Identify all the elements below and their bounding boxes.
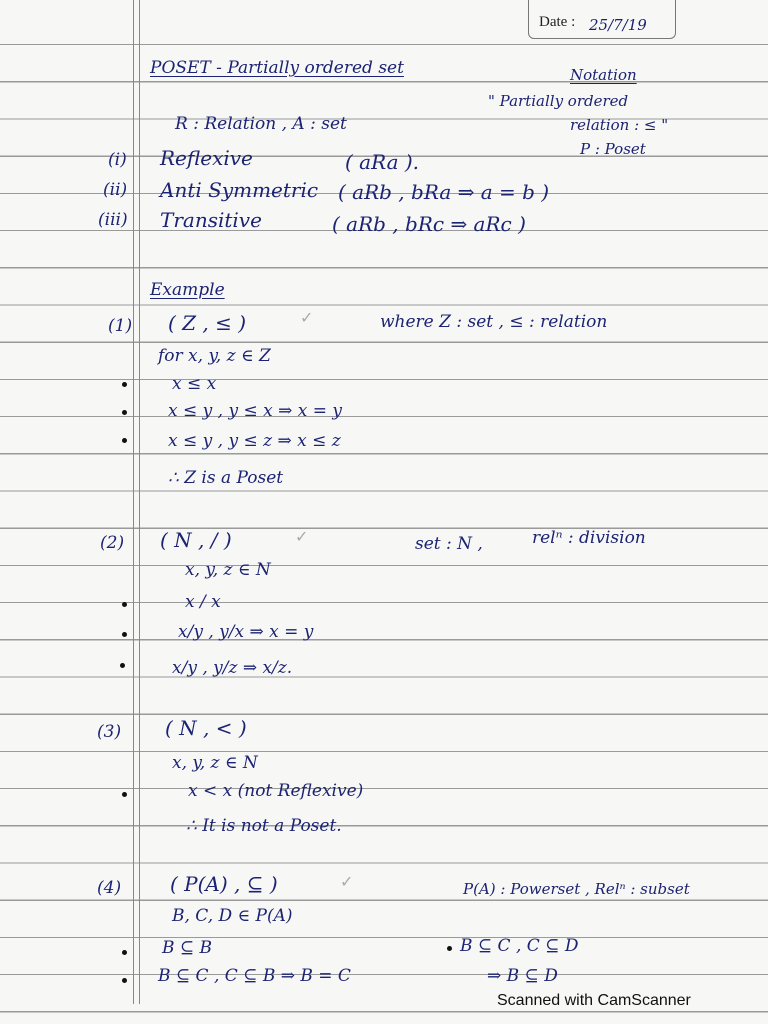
page-title: POSET - Partially ordered set xyxy=(150,58,404,78)
property-name: Reflexive xyxy=(160,146,253,170)
side-line: ⇒ B ⊆ D xyxy=(487,966,558,986)
example-conclusion: ∴ Z is a Poset xyxy=(168,468,284,488)
scanner-watermark: Scanned with CamScanner xyxy=(497,992,691,1009)
property-rule: ( aRa ). xyxy=(345,150,420,174)
side-line: B ⊆ C , C ⊆ D xyxy=(460,936,579,956)
bullet xyxy=(122,792,127,797)
example-line: x < x (not Reflexive) xyxy=(188,781,364,801)
example-note: where Z : set , ≤ : relation xyxy=(380,312,608,332)
example-line: B ⊆ B xyxy=(162,938,213,958)
date-label: Date : xyxy=(539,14,576,30)
property-num: (i) xyxy=(108,150,127,170)
example-note: set : N , xyxy=(415,534,483,554)
date-value: 25/7/19 xyxy=(589,16,647,34)
example-note: P(A) : Powerset , Relⁿ : subset xyxy=(463,880,690,898)
notation-heading: Notation xyxy=(570,66,637,84)
bullet xyxy=(447,946,452,951)
example-line: x ≤ y , y ≤ x ⇒ x = y xyxy=(168,401,342,421)
notation-line-2: relation : ≤ " xyxy=(570,116,669,134)
example-head: ( N , < ) xyxy=(165,716,247,740)
example-head: ( Z , ≤ ) xyxy=(168,311,247,335)
example-head: ( P(A) , ⊆ ) xyxy=(170,872,278,896)
check-mark-icon: ✓ xyxy=(340,872,354,891)
notation-line-3: P : Poset xyxy=(580,140,646,158)
bullet xyxy=(122,950,127,955)
check-mark-icon: ✓ xyxy=(300,308,314,327)
example-given: x, y, z ∈ N xyxy=(185,560,271,580)
bullet xyxy=(122,438,127,443)
example-line: x/y , y/z ⇒ x/z. xyxy=(172,658,293,678)
example-line: x / x xyxy=(185,592,221,612)
example-heading: Example xyxy=(150,280,225,300)
bullet xyxy=(122,382,127,387)
bullet xyxy=(120,663,125,668)
example-number: (2) xyxy=(100,533,125,553)
date-box xyxy=(528,0,676,39)
example-given: for x, y, z ∈ Z xyxy=(158,346,271,366)
bullet xyxy=(122,602,127,607)
property-name: Anti Symmetric xyxy=(160,178,319,202)
property-rule: ( aRb , bRc ⇒ aRc ) xyxy=(332,212,526,236)
example-head: ( N , / ) xyxy=(160,528,232,552)
property-rule: ( aRb , bRa ⇒ a = b ) xyxy=(338,180,550,204)
example-conclusion: ∴ It is not a Poset. xyxy=(186,816,342,836)
margin-line-left xyxy=(133,0,134,1004)
example-line: x ≤ y , y ≤ z ⇒ x ≤ z xyxy=(168,431,341,451)
example-note: relⁿ : division xyxy=(532,528,646,548)
example-given: B, C, D ∈ P(A) xyxy=(172,906,293,926)
example-number: (1) xyxy=(108,316,133,336)
example-number: (4) xyxy=(97,878,122,898)
example-line: B ⊆ C , C ⊆ B ⇒ B = C xyxy=(158,966,351,986)
example-line: x/y , y/x ⇒ x = y xyxy=(178,622,314,642)
property-name: Transitive xyxy=(160,208,262,232)
check-mark-icon: ✓ xyxy=(295,527,309,546)
notation-line-1: " Partially ordered xyxy=(488,92,629,110)
bullet xyxy=(122,410,127,415)
intro-line: R : Relation , A : set xyxy=(175,114,347,134)
property-num: (iii) xyxy=(98,210,128,230)
bullet xyxy=(122,978,127,983)
bullet xyxy=(122,632,127,637)
example-number: (3) xyxy=(97,722,122,742)
example-line: x ≤ x xyxy=(172,374,217,394)
property-num: (ii) xyxy=(103,180,128,200)
margin-line-right xyxy=(139,0,140,1004)
example-given: x, y, z ∈ N xyxy=(172,753,258,773)
